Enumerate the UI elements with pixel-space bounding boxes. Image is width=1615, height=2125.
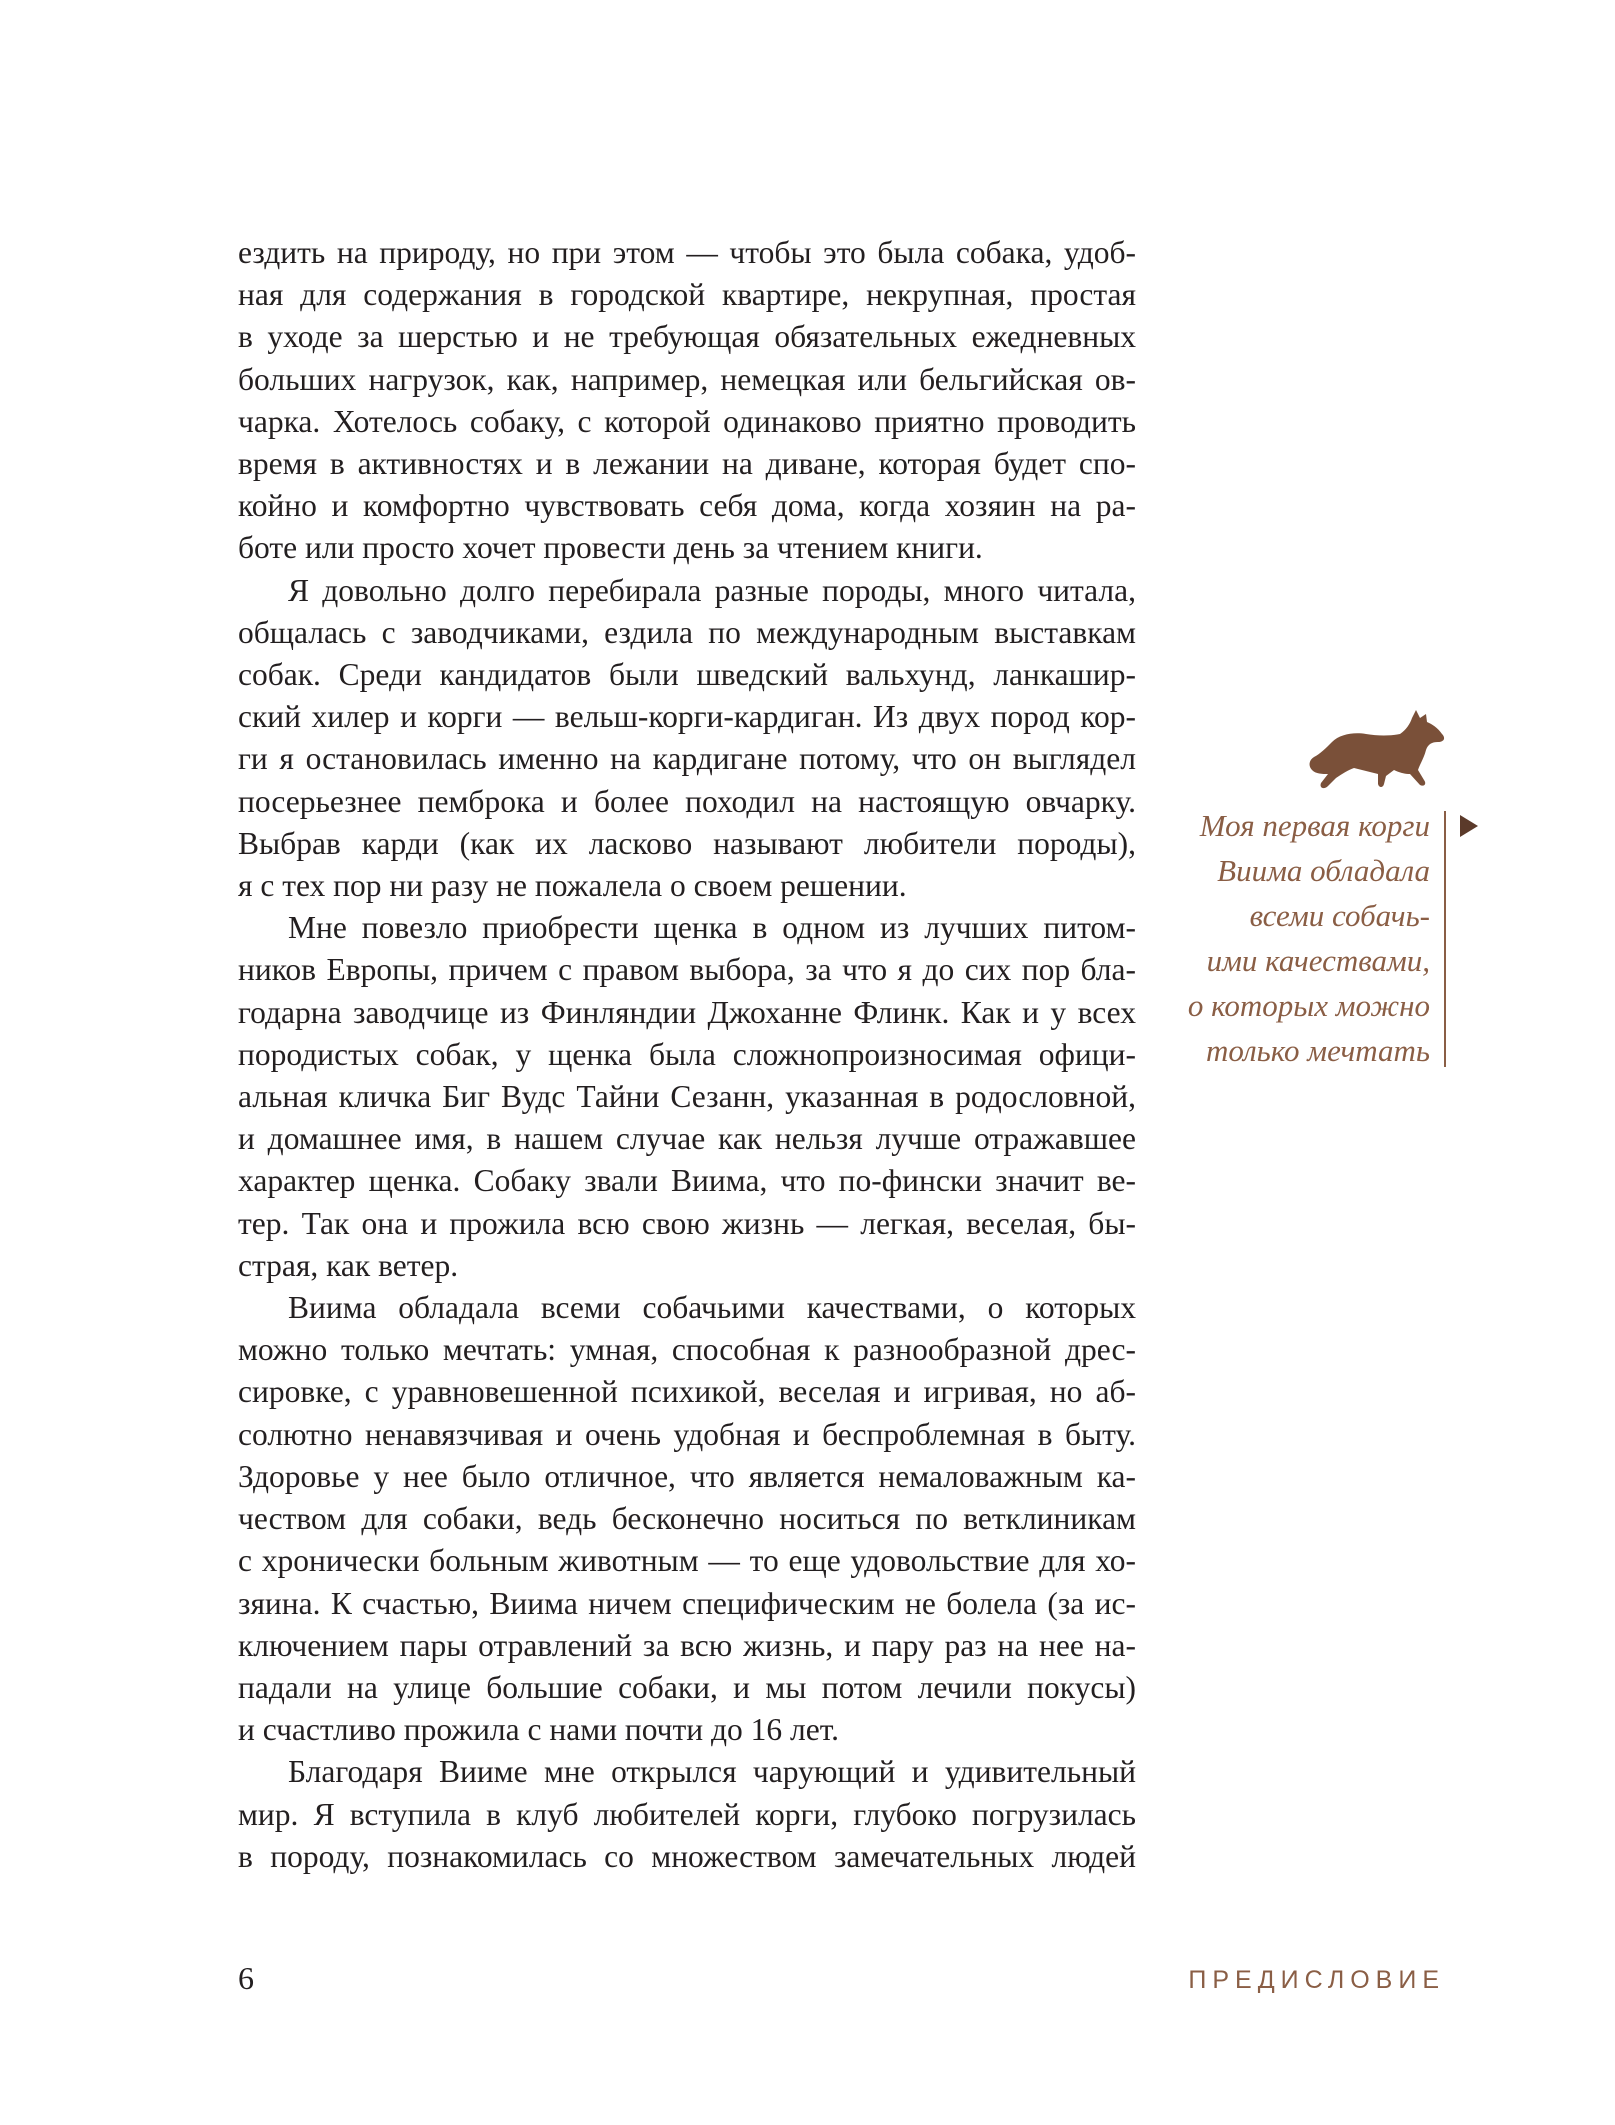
text-line: и счастливо прожила с нами почти до 16 лет. (238, 1712, 839, 1748)
caption-line: всеми собачь- (1249, 898, 1430, 933)
text-line: Благодаря Вииме мне открылся чарующий и удивительный (288, 1754, 1136, 1790)
text-line: Выбрав карди (как их ласково называют любители породы), (238, 825, 1136, 861)
text-line: общалась с заводчиками, ездила по международным выставкам (238, 614, 1136, 650)
sidebar-caption (1180, 803, 1430, 1073)
body-text (238, 232, 1136, 1878)
text-line: тер. Так она и прожила всю свою жизнь — легкая, веселая, бы- (238, 1205, 1136, 1241)
text-line: и домашнее имя, в нашем случае как нельзя лучше отражавшее (238, 1121, 1136, 1157)
text-line: собак. Среди кандидатов были шведский вальхунд, ланкашир- (238, 657, 1136, 693)
text-line: ключением пары отравлений за всю жизнь, и пару раз на нее на- (238, 1627, 1136, 1663)
text-line: больших нагрузок, как, например, немецкая или бельгийская ов- (238, 361, 1136, 397)
text-line: в уходе за шерстью и не требующая обязательных ежедневных (238, 319, 1136, 355)
text-line: характер щенка. Собаку звали Виима, что по-фински значит ве- (238, 1163, 1136, 1199)
text-line: альная кличка Биг Вудс Тайни Сезанн, указанная в родословной, (238, 1079, 1136, 1115)
caption-line: ими качествами, (1206, 943, 1430, 978)
text-line: зяина. К счастью, Виима ничем специфическим не болела (за ис- (238, 1585, 1136, 1621)
text-line: ский хилер и корги — вельш-корги-кардиган. Из двух пород кор- (238, 699, 1136, 735)
text-line: падали на улице большие собаки, и мы потом лечили покусы) (238, 1669, 1136, 1705)
text-line: можно только мечтать: умная, способная к разнообразной дрес- (238, 1332, 1136, 1368)
text-line: чеством для собаки, ведь бесконечно носиться по ветклиникам (238, 1501, 1136, 1537)
section-title: ПРЕДИСЛОВИЕ (1188, 1966, 1445, 1994)
text-line: с хронически больным животным — то еще удовольствие для хо- (238, 1543, 1136, 1579)
text-line: Здоровье у нее было отличное, что является немаловажным ка- (238, 1458, 1136, 1494)
text-line: ная для содержания в городской квартире, некрупная, простая (238, 277, 1136, 313)
text-line: ников Европы, причем с правом выбора, за что я до сих пор бла- (238, 952, 1136, 988)
text-line: я с тех пор ни разу не пожалела о своем решении. (238, 868, 907, 904)
corgi-silhouette-icon (1306, 708, 1448, 792)
text-line: в породу, познакомилась со множеством замечательных людей (238, 1838, 1136, 1874)
caption-divider (1444, 811, 1446, 1067)
text-line: мир. Я вступила в клуб любителей корги, глубоко погрузилась (238, 1796, 1136, 1832)
caption-line: только мечтать (1206, 1033, 1430, 1068)
text-line: чарка. Хотелось собаку, с которой одинаково приятно проводить (238, 403, 1136, 439)
caption-line: о которых можно (1187, 988, 1430, 1023)
text-line: породистых собак, у щенка была сложнопроизносимая офици- (238, 1036, 1136, 1072)
text-line: посерьезнее пемброка и более походил на настоящую овчарку. (238, 783, 1136, 819)
text-line: Мне повезло приобрести щенка в одном из лучших питом- (288, 910, 1136, 946)
text-line: Виима обладала всеми собачьими качествами, о которых (288, 1290, 1136, 1326)
text-line: страя, как ветер. (238, 1247, 459, 1283)
text-line: годарна заводчице из Финляндии Джоханне Флинк. Как и у всех (238, 994, 1136, 1030)
triangle-right-icon (1460, 815, 1478, 837)
text-line: ги я остановилась именно на кардигане потому, что он выглядел (238, 741, 1136, 777)
text-line: Я довольно долго перебирала разные породы, много читала, (288, 572, 1136, 608)
text-line: боте или просто хочет провести день за чтением книги. (238, 530, 983, 566)
text-line: солютно ненавязчивая и очень удобная и беспроблемная в быту. (238, 1416, 1136, 1452)
page-number: 6 (238, 1960, 254, 1996)
text-line: койно и комфортно чувствовать себя дома, когда хозяин на ра- (238, 488, 1136, 524)
text-line: ездить на природу, но при этом — чтобы это была собака, удоб- (238, 235, 1136, 270)
caption-line: Моя первая корги (1199, 808, 1430, 843)
text-line: время в активностях и в лежании на диване, которая будет спо- (238, 446, 1136, 482)
text-line: сировке, с уравновешенной психикой, веселая и игривая, но аб- (238, 1374, 1136, 1410)
caption-line: Виима обладала (1217, 853, 1430, 888)
